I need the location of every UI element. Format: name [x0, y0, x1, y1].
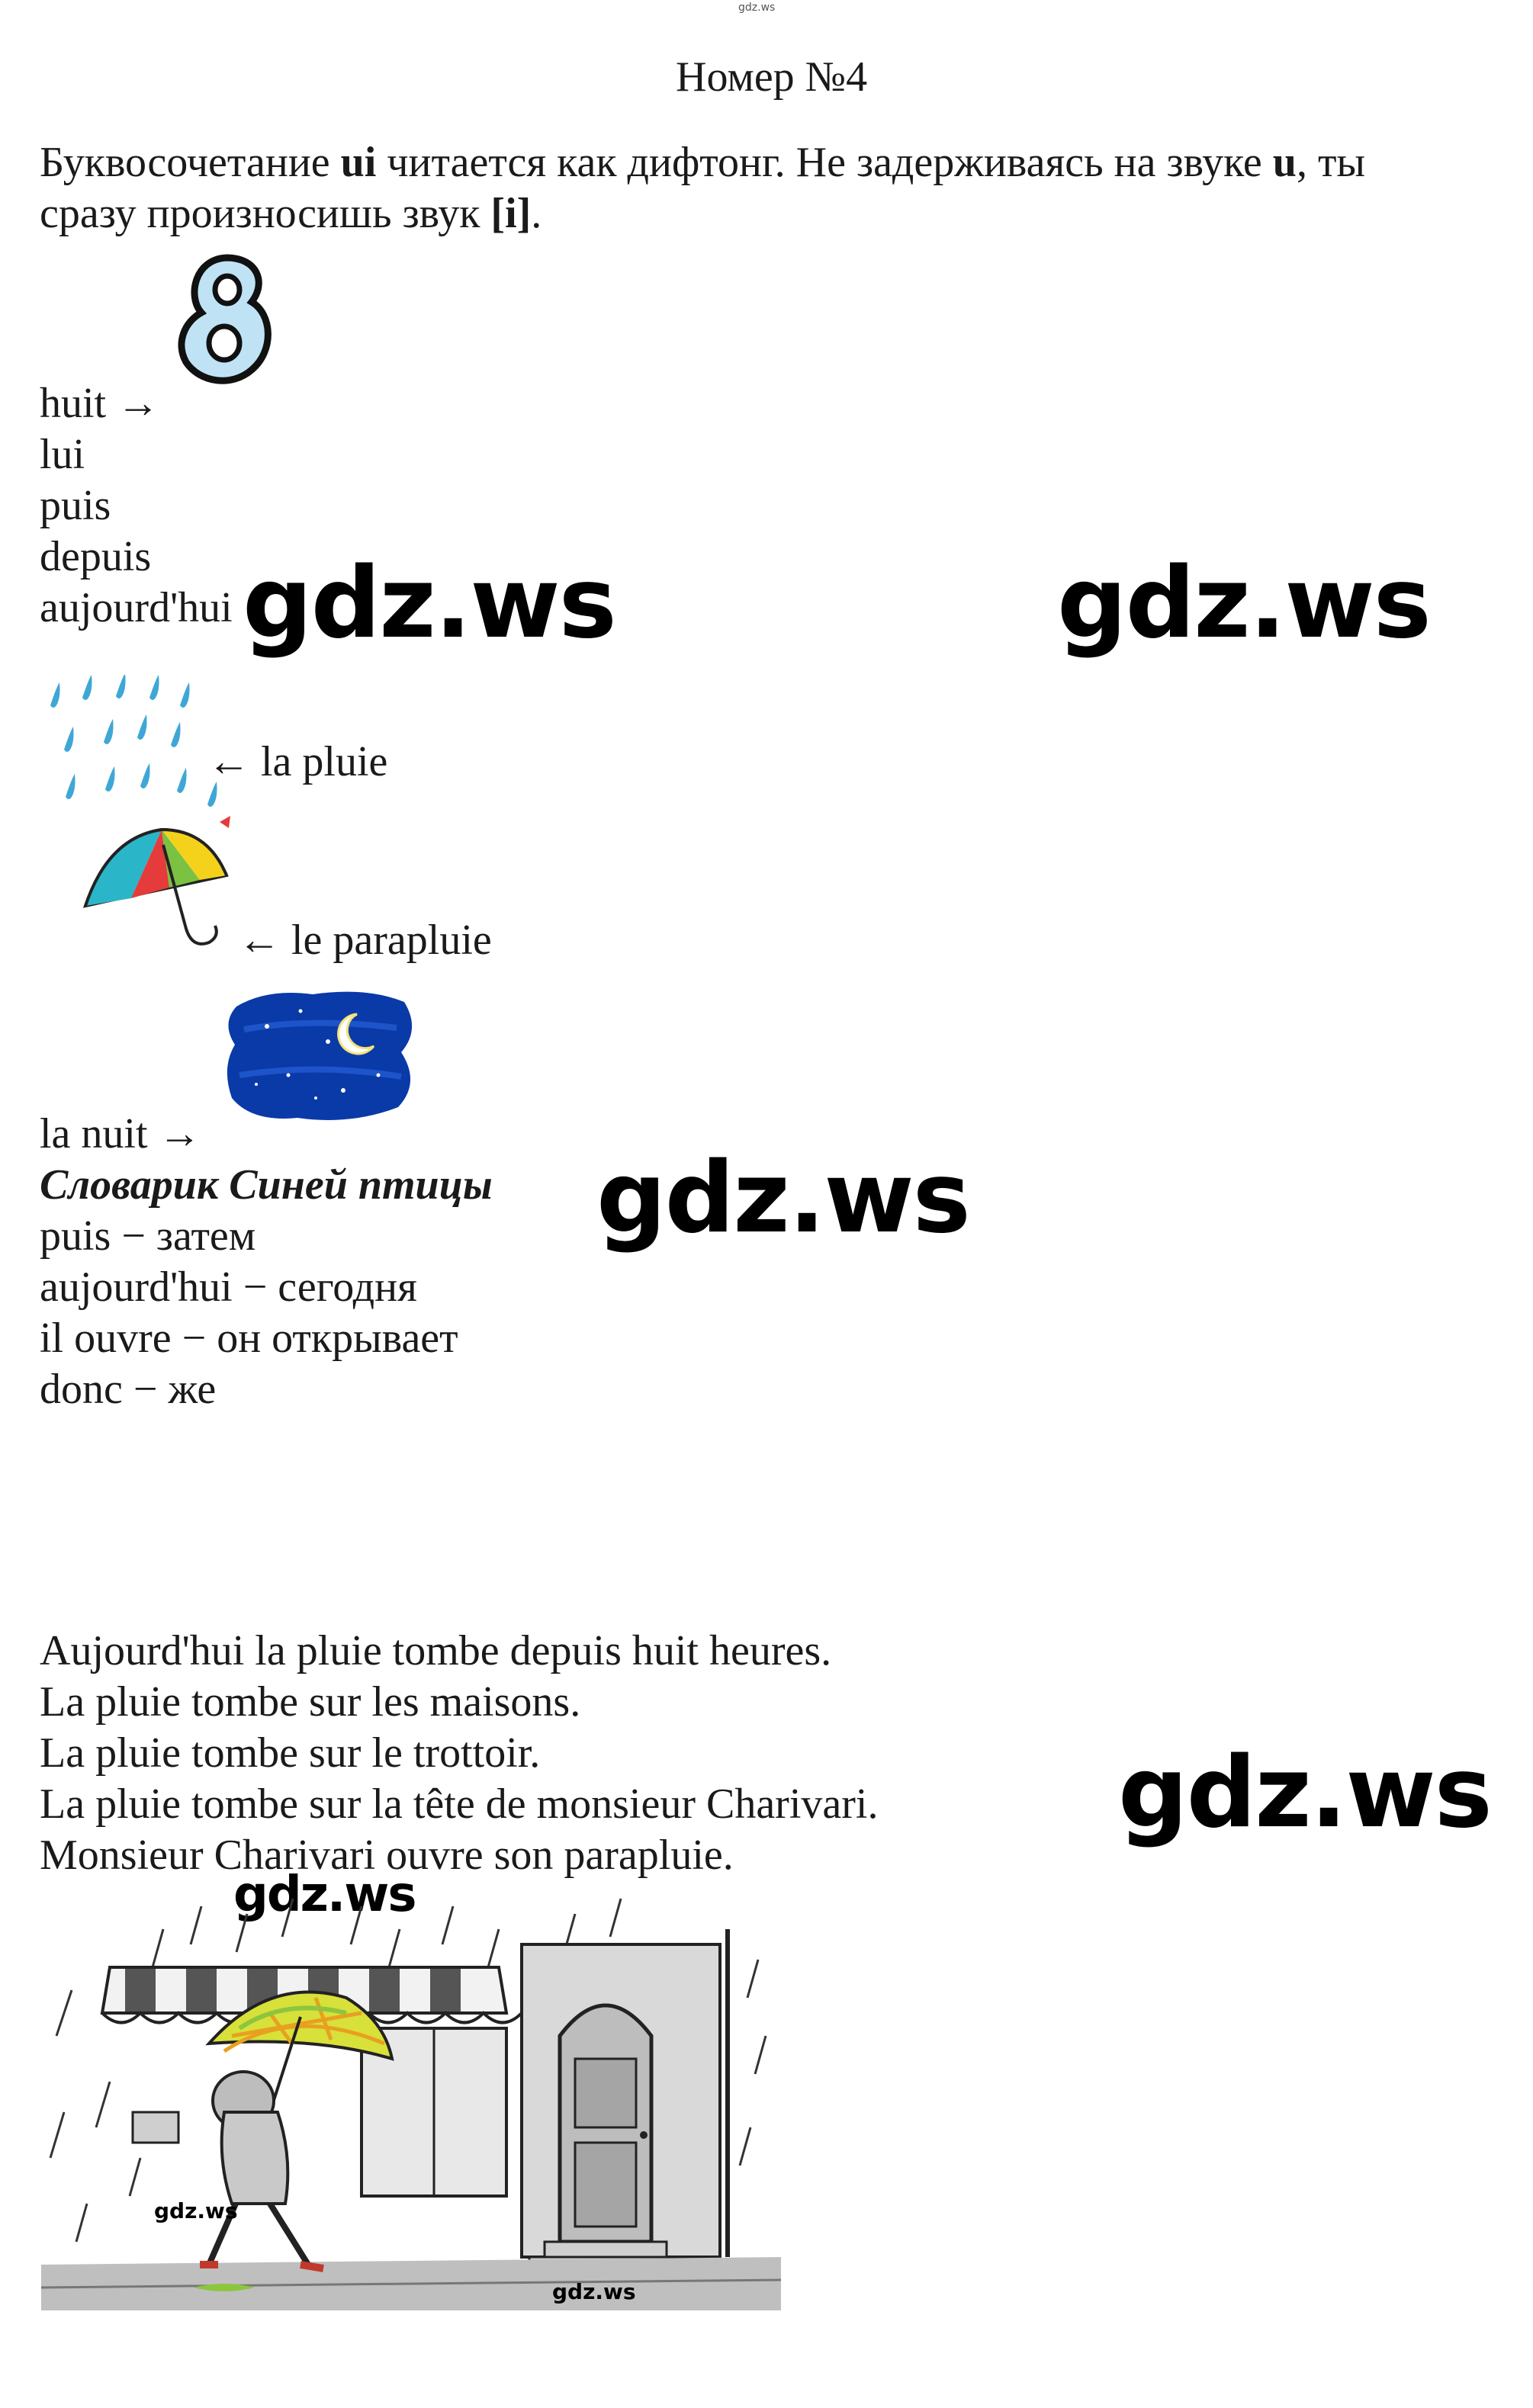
reading-text: [40, 1626, 878, 1881]
vocabulary-item: aujourd'hui − сегодня: [40, 1263, 417, 1311]
watermark: gdz.ws: [243, 547, 615, 660]
watermark: gdz.ws: [552, 2279, 636, 2304]
intro-text: читается как дифтонг. Не задерживаясь на звуке: [376, 139, 1273, 186]
umbrella-label: ← le parapluie: [238, 917, 492, 964]
reading-line: La pluie tombe sur la tête de monsieur Charivari.: [40, 1780, 879, 1828]
list-item: huit →: [40, 380, 160, 427]
intro-line-2: [40, 188, 542, 239]
vocabulary-item: il ouvre − он открывает: [40, 1315, 458, 1362]
top-watermark: gdz.ws: [738, 2, 776, 14]
watermark: gdz.ws: [1057, 547, 1430, 660]
reading-line: Monsieur Charivari ouvre son parapluie.: [40, 1832, 734, 1879]
umbrella-icon: [78, 814, 238, 959]
night-sky-icon: [221, 984, 419, 1129]
list-item: aujourd'hui: [40, 584, 233, 631]
vocabulary-list: [40, 1211, 458, 1415]
night-label: la nuit →: [40, 1110, 201, 1157]
intro-text: Буквосочетание: [40, 139, 341, 186]
watermark: gdz.ws: [1118, 1736, 1491, 1850]
reading-line: La pluie tombe sur le trottoir.: [40, 1729, 541, 1777]
page-title: Номер №4: [676, 53, 868, 101]
intro-bold: u: [1272, 139, 1297, 186]
rain-label: ← la pluie: [207, 738, 388, 785]
vocabulary-item: puis − затем: [40, 1212, 256, 1260]
intro-text: .: [531, 190, 542, 237]
vocabulary-heading: Словарик Синей птицы: [40, 1161, 493, 1209]
list-item: lui: [40, 431, 85, 478]
intro-line-1: [40, 137, 1365, 188]
reading-line: La pluie tombe sur les maisons.: [40, 1678, 581, 1726]
intro-text: , ты: [1296, 139, 1366, 186]
list-item: puis: [40, 482, 111, 529]
list-item: depuis: [40, 533, 152, 580]
vocabulary-item: donc − же: [40, 1366, 217, 1413]
intro-bold: ui: [340, 139, 377, 186]
intro-bold: [i]: [490, 190, 532, 237]
reading-line: Aujourd'hui la pluie tombe depuis huit heures.: [40, 1627, 832, 1674]
number-eight-icon: [177, 252, 276, 389]
watermark: gdz.ws: [596, 1141, 969, 1255]
rainy-street-illustration: [41, 1883, 781, 2310]
watermark: gdz.ws: [233, 1867, 416, 1923]
raindrops-icon: [43, 675, 233, 835]
word-list: [40, 378, 233, 634]
watermark: gdz.ws: [154, 2198, 238, 2223]
intro-text: сразу произносишь звук: [40, 190, 491, 237]
